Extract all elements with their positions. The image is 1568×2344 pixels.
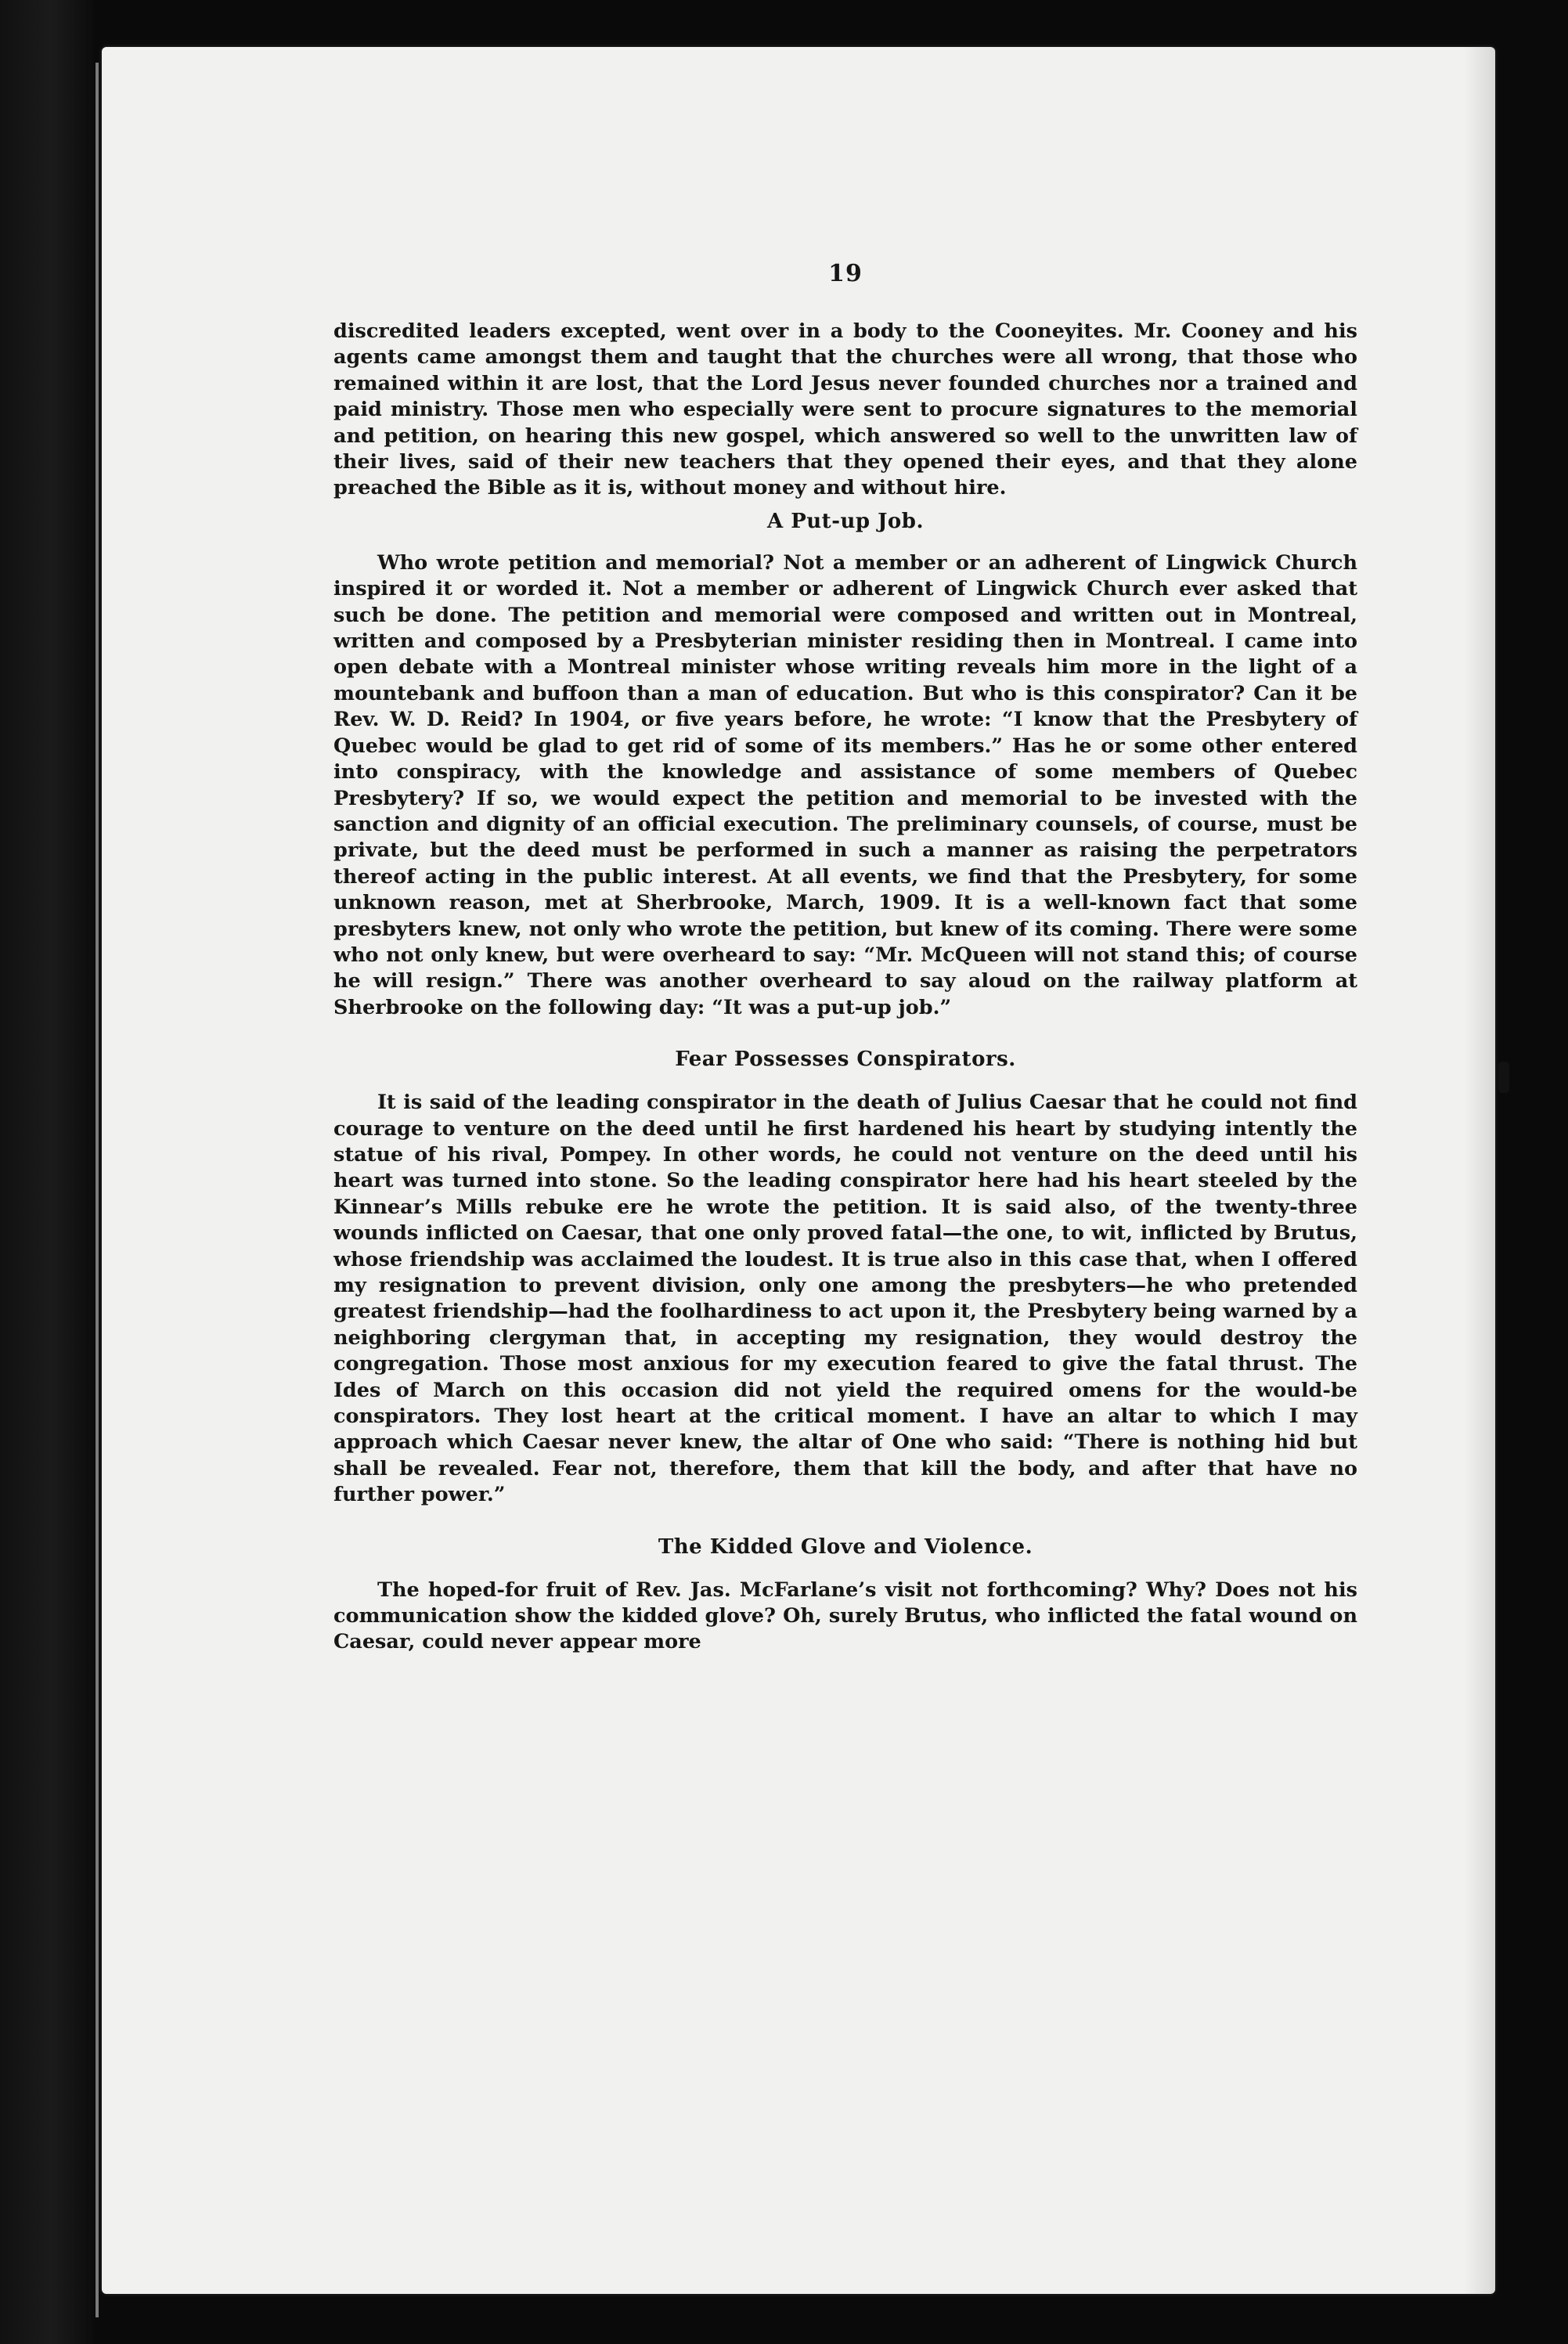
paragraph-hoped-for-fruit: The hoped-for fruit of Rev. Jas. McFarlane’s visit not forthcoming? Why? Does not his communication show the kidded glove? Oh, surely Brutus, who inflicted the fatal wound on Caesar, could never appear more (333, 1578, 1357, 1654)
heading-fear-possesses-conspirators: Fear Possesses Conspirators. (675, 1048, 1016, 1072)
book-page (102, 47, 1495, 2294)
scan-binding-shadow (0, 0, 94, 2344)
paragraph-who-wrote-petition: Who wrote petition and memorial? Not a member or an adherent of Lingwick Church inspired it or worded it. Not a member or adherent of Lingwick Church ever asked that such be done. The petition and memorial were composed and written out in Montreal, written and composed by a Presbyterian minister residing then in Montreal. I came into open debate with a Montreal minister whose writing reveals him more in the light of a mountebank and buffoon than a man of education. But who is this conspirator? Can it be Rev. W. D. Reid? In 1904, or five years before, he wrote: “I know that the Presbytery of Quebec would be glad to get rid of some of its members.” Has he or some other entered into conspiracy, with the knowledge and assistance of some members of Quebec Presbytery? If so, we would expect the petition and memorial to be invested with the sanction and dignity of an official execution. The preliminary counsels, of course, must be private, but the deed must be performed in such a manner as raising the perpetrators thereof acting in the public interest. At all events, we find that the Presbytery, for some unknown reason, met at Sherbrooke, March, 1909. It is a well-known fact that some presbyters knew, not only who wrote the petition, but knew of its coming. There were some who not only knew, but were overheard to say: “Mr. McQueen will not stand this; of course he will resign.” There was another overheard to say aloud on the railway platform at Sherbrooke on the following day: “It was a put-up job.” (333, 550, 1357, 1019)
paragraph-julius-caesar: It is said of the leading conspirator in the death of Julius Caesar that he could not find courage to venture on the deed until he first hardened his heart by studying intently the statue of his rival, Pompey. In other words, he could not venture on the deed until his heart was turned into stone. So the leading conspirator here had his heart steeled by the Kinnear’s Mills rebuke ere he wrote the petition. It is said also, of the twenty-three wounds inflicted on Caesar, that one only proved fatal—the one, to wit, inflicted by Brutus, whose friendship was acclaimed the loudest. It is true also in this case that, when I offered my resignation to prevent division, only one among the presbyters—he who pretended greatest friendship—had the foolhardiness to act upon it, the Presbytery being warned by a neighboring clergyman that, in accepting my resignation, they would destroy the congregation. Those most anxious for my execution feared to give the fatal thrust. The Ides of March on this occasion did not yield the required omens for the would-be conspirators. They lost heart at the critical moment. I have an altar to which I may approach which Caesar never knew, the altar of One who said: “There is nothing hid but shall be revealed. Fear not, therefore, them that kill the body, and after that have no further power.” (333, 1091, 1357, 1507)
page-number: 19 (828, 260, 863, 287)
heading-put-up-job: A Put-up Job. (767, 509, 924, 533)
heading-kidded-glove: The Kidded Glove and Violence. (658, 1534, 1033, 1559)
page-content (333, 260, 1357, 1656)
margin-mark (1498, 1062, 1509, 1093)
scan-binding-edge (96, 63, 99, 2317)
paragraph-cooneyites: discredited leaders excepted, went over in a body to the Cooneyites. Mr. Cooney and his agents came amongst them and taught that the churches were all wrong, that those who remained within it are lost, that the Lord Jesus never founded churches nor a trained and paid ministry. Those men who especially were sent to procure signatures to the memorial and petition, on hearing this new gospel, which answered so well to the unwritten law of their lives, said of their new teachers that they opened their eyes, and that they alone preached the Bible as it is, without money and without hire. (333, 319, 1357, 500)
page-edge-shadow (1464, 47, 1495, 2294)
